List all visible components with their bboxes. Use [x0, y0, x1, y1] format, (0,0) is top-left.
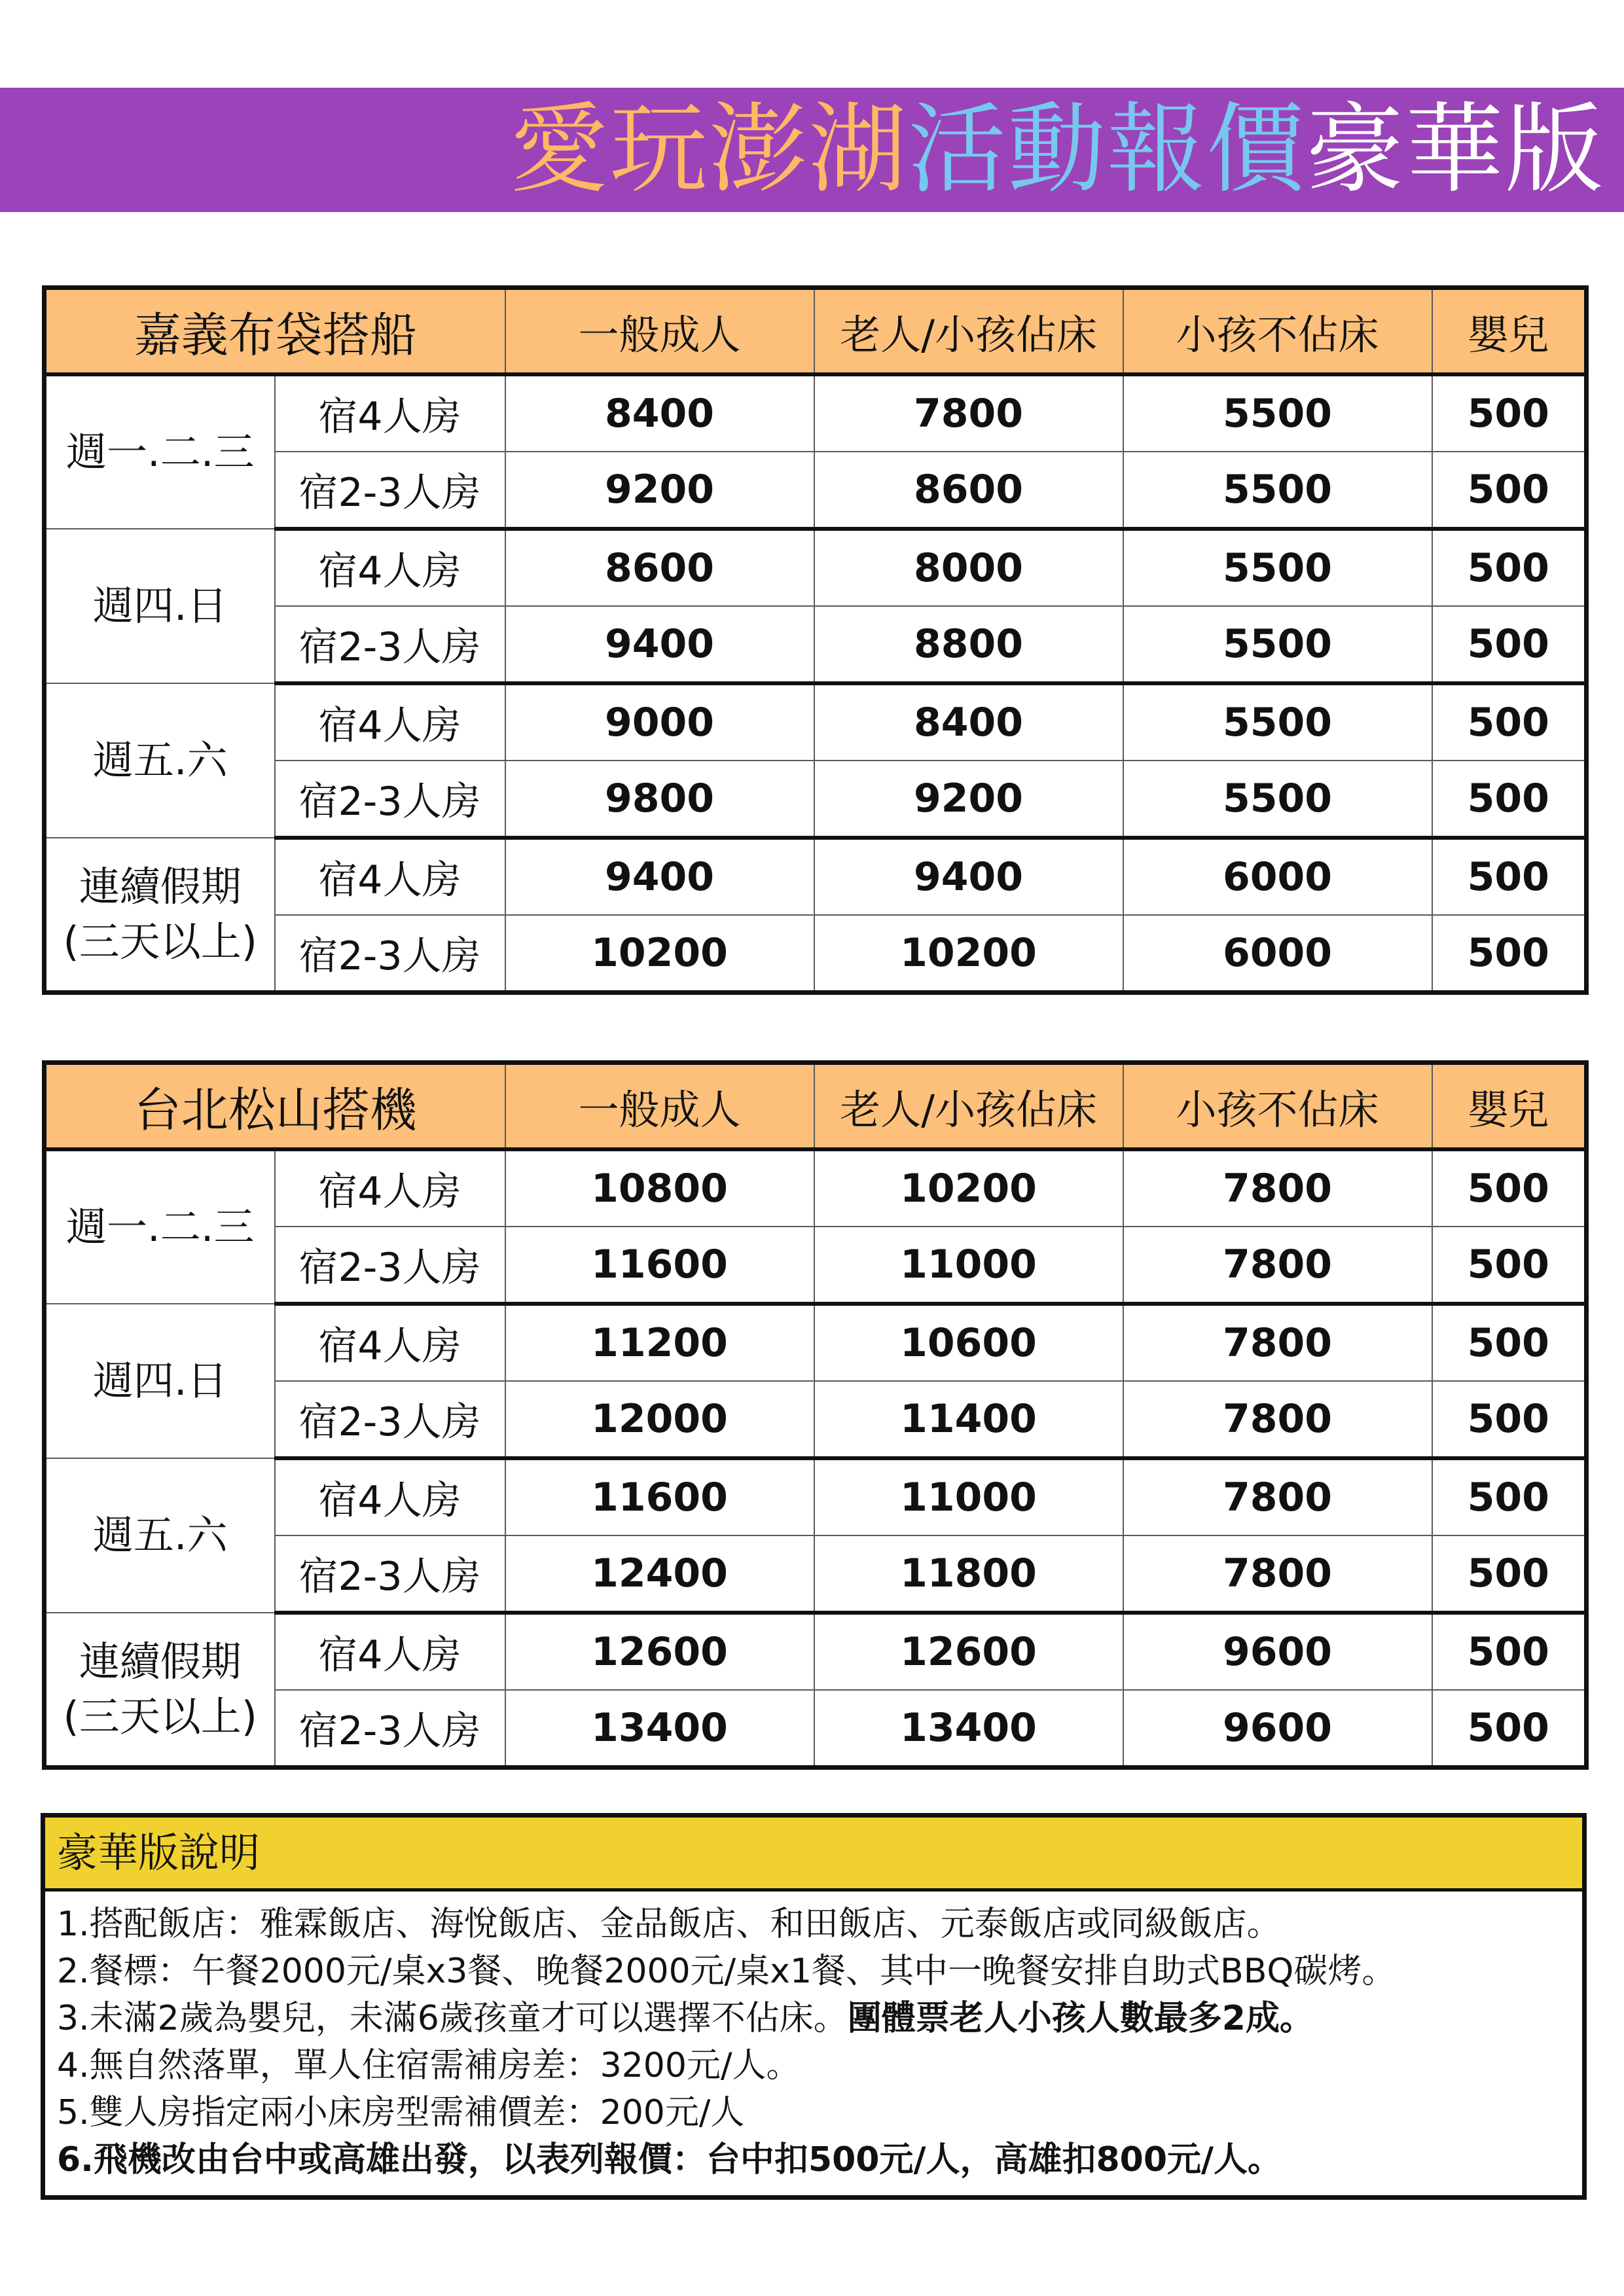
table-row: [45, 1613, 1587, 1690]
table-row: [45, 1149, 1587, 1227]
price-cell: 500: [1432, 529, 1587, 606]
table-row: [45, 374, 1587, 452]
title-part-1: 愛玩澎湖: [509, 93, 908, 207]
table-row: [45, 1535, 1587, 1613]
table-row: [45, 1304, 1587, 1381]
price-cell: 8400: [814, 683, 1123, 761]
price-cell: 11000: [814, 1227, 1123, 1304]
day-group-label: [45, 683, 275, 838]
column-header: 老人/小孩佔床: [814, 1063, 1123, 1150]
price-cell: 500: [1432, 683, 1587, 761]
price-cell: 6000: [1123, 915, 1432, 993]
price-cell: 9800: [505, 761, 814, 838]
column-header: 嬰兒: [1432, 288, 1587, 375]
price-cell: 500: [1432, 1690, 1587, 1768]
room-type: 宿4人房: [275, 1149, 505, 1227]
notes-heading: 豪華版說明: [45, 1818, 1582, 1892]
note-infant: [57, 1995, 1570, 2042]
notes-body: [45, 1892, 1582, 2195]
day-label-line: 週一.二.三: [66, 428, 255, 476]
table-row: [45, 838, 1587, 915]
price-cell: 5500: [1123, 452, 1432, 529]
table-row: [45, 452, 1587, 529]
price-cell: 500: [1432, 761, 1587, 838]
day-label-line: 週五.六: [92, 1511, 228, 1559]
room-type: 宿4人房: [275, 1613, 505, 1690]
price-cell: 9200: [814, 761, 1123, 838]
column-header: 小孩不佔床: [1123, 288, 1432, 375]
price-cell: 12000: [505, 1381, 814, 1458]
price-cell: 8400: [505, 374, 814, 452]
price-cell: 10800: [505, 1149, 814, 1227]
price-cell: 8800: [814, 606, 1123, 683]
price-cell: 9200: [505, 452, 814, 529]
price-cell: 9600: [1123, 1613, 1432, 1690]
table-row: [45, 761, 1587, 838]
price-cell: 13400: [814, 1690, 1123, 1768]
price-cell: 7800: [1123, 1304, 1432, 1381]
price-table-chiayi: [42, 285, 1589, 995]
price-cell: 9000: [505, 683, 814, 761]
price-cell: 500: [1432, 1304, 1587, 1381]
day-label-line: 週四.日: [92, 582, 228, 630]
route-header: 台北松山搭機: [45, 1063, 505, 1150]
price-cell: 7800: [1123, 1458, 1432, 1535]
note-infant-bold: 團體票老人小孩人數最多2成。: [847, 1999, 1314, 2038]
day-group-label: [45, 1304, 275, 1458]
price-cell: 5500: [1123, 529, 1432, 606]
room-type: 宿2-3人房: [275, 452, 505, 529]
price-cell: 11000: [814, 1458, 1123, 1535]
table-row: [45, 529, 1587, 606]
table-row: [45, 606, 1587, 683]
room-type: 宿4人房: [275, 683, 505, 761]
column-header: 一般成人: [505, 288, 814, 375]
room-type: 宿4人房: [275, 838, 505, 915]
price-cell: 11200: [505, 1304, 814, 1381]
room-type: 宿2-3人房: [275, 1227, 505, 1304]
table-row: [45, 1227, 1587, 1304]
price-cell: 12600: [814, 1613, 1123, 1690]
price-cell: 12400: [505, 1535, 814, 1613]
note-departure-text: 6.飛機改由台中或高雄出發，以表列報價：台中扣500元/人，高雄扣800元/人。: [57, 2140, 1282, 2179]
price-cell: 500: [1432, 1613, 1587, 1690]
price-cell: 9600: [1123, 1690, 1432, 1768]
note-meals: 2.餐標：午餐2000元/桌x3餐、晚餐2000元/桌x1餐、其中一晚餐安排自助式BBQ碳烤。: [57, 1952, 1396, 1991]
day-group-label: [45, 1458, 275, 1613]
day-group-label: [45, 838, 275, 993]
price-table-taipei: [42, 1060, 1589, 1770]
table-row: [45, 1690, 1587, 1768]
room-type: 宿4人房: [275, 529, 505, 606]
room-type: 宿4人房: [275, 1304, 505, 1381]
day-group-label: [45, 1149, 275, 1304]
price-cell: 10200: [814, 1149, 1123, 1227]
price-cell: 5500: [1123, 606, 1432, 683]
table-row: [45, 1458, 1587, 1535]
day-label-line: 週五.六: [92, 736, 228, 784]
column-header: 一般成人: [505, 1063, 814, 1150]
room-type: 宿2-3人房: [275, 1690, 505, 1768]
page-title: [510, 88, 1604, 212]
price-cell: 500: [1432, 838, 1587, 915]
day-label-line: 週一.二.三: [66, 1203, 255, 1251]
price-cell: 7800: [814, 374, 1123, 452]
day-label-line: (三天以上): [63, 918, 257, 965]
header-row: [45, 1063, 1587, 1150]
day-label-line: (三天以上): [63, 1693, 257, 1740]
price-cell: 7800: [1123, 1535, 1432, 1613]
price-cell: 6000: [1123, 838, 1432, 915]
price-cell: 11800: [814, 1535, 1123, 1613]
room-type: 宿2-3人房: [275, 1535, 505, 1613]
day-label-line: 週四.日: [92, 1357, 228, 1405]
day-label-line: 連續假期: [79, 1638, 242, 1685]
column-header: 嬰兒: [1432, 1063, 1587, 1150]
price-cell: 11600: [505, 1458, 814, 1535]
price-cell: 500: [1432, 606, 1587, 683]
price-cell: 500: [1432, 1149, 1587, 1227]
price-cell: 500: [1432, 1381, 1587, 1458]
price-cell: 500: [1432, 452, 1587, 529]
price-cell: 5500: [1123, 374, 1432, 452]
price-cell: 500: [1432, 1227, 1587, 1304]
day-label-line: 連續假期: [79, 863, 242, 910]
price-cell: 7800: [1123, 1227, 1432, 1304]
price-cell: 500: [1432, 374, 1587, 452]
note-infant-text: 3.未滿2歲為嬰兒，未滿6歲孩童才可以選擇不佔床。: [57, 1999, 848, 2038]
price-cell: 13400: [505, 1690, 814, 1768]
notes-box: [41, 1813, 1587, 2200]
table-row: [45, 1381, 1587, 1458]
title-part-3: 豪華版: [1305, 93, 1604, 207]
price-cell: 9400: [505, 606, 814, 683]
header-row: [45, 288, 1587, 375]
price-cell: 7800: [1123, 1381, 1432, 1458]
price-cell: 5500: [1123, 683, 1432, 761]
room-type: 宿2-3人房: [275, 606, 505, 683]
note-departure: [57, 2136, 1570, 2183]
price-cell: 5500: [1123, 761, 1432, 838]
day-group-label: [45, 1613, 275, 1768]
note-hotels: 1.搭配飯店：雅霖飯店、海悅飯店、金品飯店、和田飯店、元泰飯店或同級飯店。: [57, 1905, 1281, 1944]
column-header: 老人/小孩佔床: [814, 288, 1123, 375]
price-cell: 10600: [814, 1304, 1123, 1381]
room-type: 宿2-3人房: [275, 915, 505, 993]
table-row: [45, 915, 1587, 993]
day-group-label: [45, 529, 275, 683]
room-type: 宿4人房: [275, 1458, 505, 1535]
room-type: 宿2-3人房: [275, 1381, 505, 1458]
price-cell: 8000: [814, 529, 1123, 606]
price-cell: 500: [1432, 1535, 1587, 1613]
column-header: 小孩不佔床: [1123, 1063, 1432, 1150]
room-type: 宿4人房: [275, 374, 505, 452]
day-group-label: [45, 374, 275, 529]
note-single: 4.無自然落單，單人住宿需補房差：3200元/人。: [57, 2046, 801, 2085]
price-cell: 8600: [505, 529, 814, 606]
price-cell: 9400: [814, 838, 1123, 915]
price-cell: 10200: [505, 915, 814, 993]
price-cell: 7800: [1123, 1149, 1432, 1227]
price-cell: 8600: [814, 452, 1123, 529]
table-row: [45, 683, 1587, 761]
price-cell: 9400: [505, 838, 814, 915]
price-cell: 11600: [505, 1227, 814, 1304]
price-cell: 12600: [505, 1613, 814, 1690]
price-cell: 500: [1432, 915, 1587, 993]
price-cell: 10200: [814, 915, 1123, 993]
price-cell: 500: [1432, 1458, 1587, 1535]
title-part-2: 活動報價: [907, 93, 1306, 207]
price-cell: 11400: [814, 1381, 1123, 1458]
room-type: 宿2-3人房: [275, 761, 505, 838]
route-header: 嘉義布袋搭船: [45, 288, 505, 375]
note-twin: 5.雙人房指定兩小床房型需補價差：200元/人: [57, 2093, 745, 2132]
